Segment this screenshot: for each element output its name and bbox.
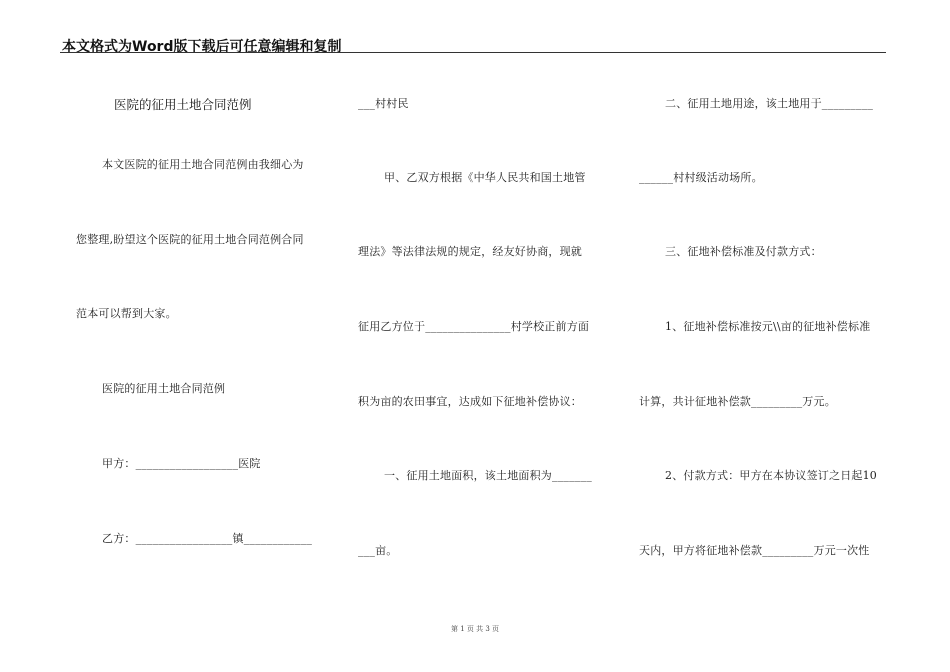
col2-line-2: 甲、乙双方根据《中华人民共和国土地管 [384,171,586,184]
document-title: 医院的征用土地合同范例 [114,97,252,112]
col1-line-6: 乙方：_________________镇____________ [102,532,313,545]
header-rule [60,52,886,53]
col3-line-5: 计算，共计征地补偿款_________万元。 [639,395,836,408]
col2-line-4: 征用乙方位于_______________村学校正前方面 [358,320,590,333]
col3-line-1: 二、征用土地用途，该土地用于_________ [665,97,874,110]
col3-line-4: 1、征地补偿标准按元\\亩的征地补偿标准 [665,320,871,333]
col1-line-3: 范本可以帮到大家。 [76,307,177,320]
download-banner: 本文格式为Word版下载后可任意编辑和复制 [62,39,342,55]
col2-line-5: 积为亩的农田事宜，达成如下征地补偿协议： [358,395,582,408]
col3-line-7: 天内，甲方将征地补偿款_________万元一次性 [639,544,870,557]
col2-line-7: ___亩。 [358,544,398,557]
page-number-footer: 第 1 页 共 3 页 [450,625,500,633]
col3-line-3: 三、征地补偿标准及付款方式： [665,245,822,258]
col1-line-1: 本文医院的征用土地合同范例由我细心为 [102,158,304,171]
col1-line-2: 您整理,盼望这个医院的征用土地合同范例合同 [76,233,304,246]
col3-line-2: ______村村级活动场所。 [639,171,763,184]
col3-line-6: 2、付款方式：甲方在本协议签订之日起10 [665,469,877,482]
col2-line-6: 一、征用土地面积，该土地面积为_______ [384,469,592,482]
col1-line-5: 甲方：__________________医院 [102,457,261,470]
col2-line-1: ___村村民 [358,97,409,110]
col1-line-4: 医院的征用土地合同范例 [102,382,226,395]
col2-line-3: 理法》等法律法规的规定，经友好协商，现就 [358,245,582,258]
